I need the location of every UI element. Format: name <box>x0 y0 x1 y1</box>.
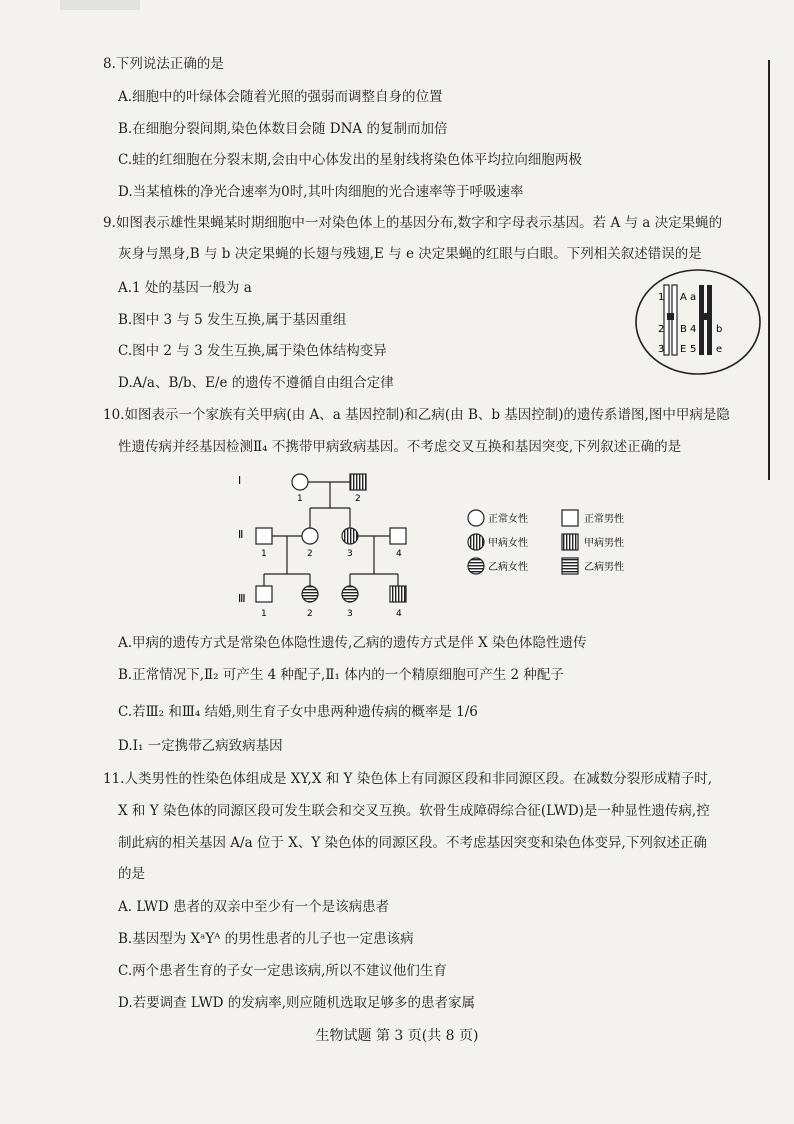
gen-label-III: Ⅲ <box>238 592 246 605</box>
label-A: A <box>680 292 687 303</box>
legend-yi-male-symbol <box>562 558 578 574</box>
legend-jia-male: 甲病男性 <box>584 538 624 549</box>
page-footer: 生物试题 第 3 页(共 8 页) <box>315 1028 479 1044</box>
II3-jia-female <box>342 528 358 544</box>
q11-stem-line2: X 和 Y 染色体的同源区段可发生联会和交叉互换。软骨生成障碍综合征(LWD)是一种显性遗传病,控 <box>118 803 710 819</box>
I1-normal-female <box>292 474 308 490</box>
q10-option-b: B.正常情况下,Ⅱ₂ 可产生 4 种配子,Ⅱ₁ 体内的一个精原细胞可产生 2 种配子 <box>118 667 564 683</box>
label-2: 2 <box>658 324 665 335</box>
III2-yi-female <box>302 586 318 602</box>
legend-jia-female-symbol <box>468 534 484 550</box>
label-4: 4 <box>690 324 697 335</box>
legend-yi-male: 乙病男性 <box>584 562 624 573</box>
label-a: a <box>690 292 697 303</box>
legend-normal-male-symbol <box>562 510 578 526</box>
gen-label-II: Ⅱ <box>238 528 244 541</box>
legend-yi-female-symbol <box>468 558 484 574</box>
III1-label: 1 <box>261 609 267 619</box>
q11-stem-line1: 11.人类男性的性染色体组成是 XY,X 和 Y 染色体上有同源区段和非同源区段。在减数分裂形成精子时, <box>103 771 713 787</box>
q10-option-c: C.若Ⅲ₂ 和Ⅲ₄ 结婚,则生育子女中患两种遗传病的概率是 1/6 <box>118 704 478 720</box>
q9-stem-line2: 灰身与黑身,B 与 b 决定果蝇的长翅与残翅,E 与 e 决定果蝇的红眼与白眼。下列相关叙述错误的是 <box>118 246 702 262</box>
I1-label: 1 <box>297 494 303 504</box>
q8-option-a: A.细胞中的叶绿体会随着光照的强弱而调整自身的位置 <box>118 89 443 105</box>
q8-option-d: D.当某植株的净光合速率为0时,其叶肉细胞的光合速率等于呼吸速率 <box>118 184 524 200</box>
III4-jia-male <box>390 586 406 602</box>
page-edge-line <box>768 60 770 480</box>
q11-stem-line4: 的是 <box>118 866 145 882</box>
label-3: 3 <box>658 344 665 355</box>
II4-normal-male <box>390 528 406 544</box>
q9-option-a: A.1 处的基因一般为 a <box>118 280 252 296</box>
legend-normal-female: 正常女性 <box>488 514 528 525</box>
q9-option-d: D.A/a、B/b、E/e 的遗传不遵循自由组合定律 <box>118 375 394 391</box>
q9-chromosome-figure <box>634 268 762 376</box>
cell-outline <box>636 270 760 374</box>
legend-yi-female: 乙病女性 <box>488 562 528 573</box>
q9-stem-line1: 9.如图表示雄性果蝇某时期细胞中一对染色体上的基因分布,数字和字母表示基因。若 A 与 a 决定果蝇的 <box>103 215 723 231</box>
label-B: B <box>680 324 687 335</box>
III4-label: 4 <box>396 609 402 619</box>
q11-option-c: C.两个患者生育的子女一定患该病,所以不建议他们生育 <box>118 963 447 979</box>
q10-stem-line2: 性遗传病并经基因检测Ⅱ₄ 不携带甲病致病基因。不考虑交叉互换和基因突变,下列叙述正确的是 <box>118 439 682 455</box>
q8-option-b: B.在细胞分裂间期,染色体数目会随 DNA 的复制而加倍 <box>118 121 448 137</box>
I2-label: 2 <box>355 494 361 504</box>
legend-jia-male-symbol <box>562 534 578 550</box>
III3-yi-female <box>342 586 358 602</box>
q10-pedigree-chart <box>230 466 650 626</box>
q10-option-d: D.Ⅰ₁ 一定携带乙病致病基因 <box>118 738 283 754</box>
label-b: b <box>716 324 723 335</box>
label-1: 1 <box>658 292 665 303</box>
q9-option-c: C.图中 2 与 3 发生互换,属于染色体结构变异 <box>118 343 387 359</box>
right-centromere <box>703 313 709 320</box>
q10-option-a: A.甲病的遗传方式是常染色体隐性遗传,乙病的遗传方式是伴 X 染色体隐性遗传 <box>118 635 587 651</box>
q11-option-a: A. LWD 患者的双亲中至少有一个是该病患者 <box>118 899 390 915</box>
III1-normal-male <box>256 586 272 602</box>
II2-normal-female <box>302 528 318 544</box>
II1-normal-male <box>256 528 272 544</box>
q11-stem-line3: 制此病的相关基因 A/a 位于 X、Y 染色体的同源区段。不考虑基因突变和染色体变异,下列叙述正确 <box>118 835 707 851</box>
III2-label: 2 <box>307 609 313 619</box>
q8-stem: 8.下列说法正确的是 <box>103 56 224 72</box>
II4-label: 4 <box>396 549 402 559</box>
q10-stem-line1: 10.如图表示一个家族有关甲病(由 A、a 基因控制)和乙病(由 B、b 基因控制)的遗传系谱图,图中甲病是隐 <box>103 407 730 423</box>
II1-label: 1 <box>261 549 267 559</box>
I2-jia-male <box>350 474 366 490</box>
label-5: 5 <box>690 344 697 355</box>
q9-option-b: B.图中 3 与 5 发生互换,属于基因重组 <box>118 312 347 328</box>
legend-normal-male: 正常男性 <box>584 514 624 525</box>
scan-smudge <box>60 0 140 10</box>
legend-jia-female: 甲病女性 <box>488 538 528 549</box>
label-e: e <box>716 344 723 355</box>
left-centromere <box>667 313 674 320</box>
q11-option-b: B.基因型为 XᵃYᴬ 的男性患者的儿子也一定患该病 <box>118 931 414 947</box>
legend-normal-female-symbol <box>468 510 484 526</box>
gen-label-I: Ⅰ <box>238 474 242 487</box>
III3-label: 3 <box>347 609 353 619</box>
q11-option-d: D.若要调查 LWD 的发病率,则应随机选取足够多的患者家属 <box>118 995 475 1011</box>
label-E: E <box>680 344 687 355</box>
II2-label: 2 <box>307 549 313 559</box>
II3-label: 3 <box>347 549 353 559</box>
q8-option-c: C.蛙的红细胞在分裂末期,会由中心体发出的星射线将染色体平均拉向细胞两极 <box>118 152 582 168</box>
